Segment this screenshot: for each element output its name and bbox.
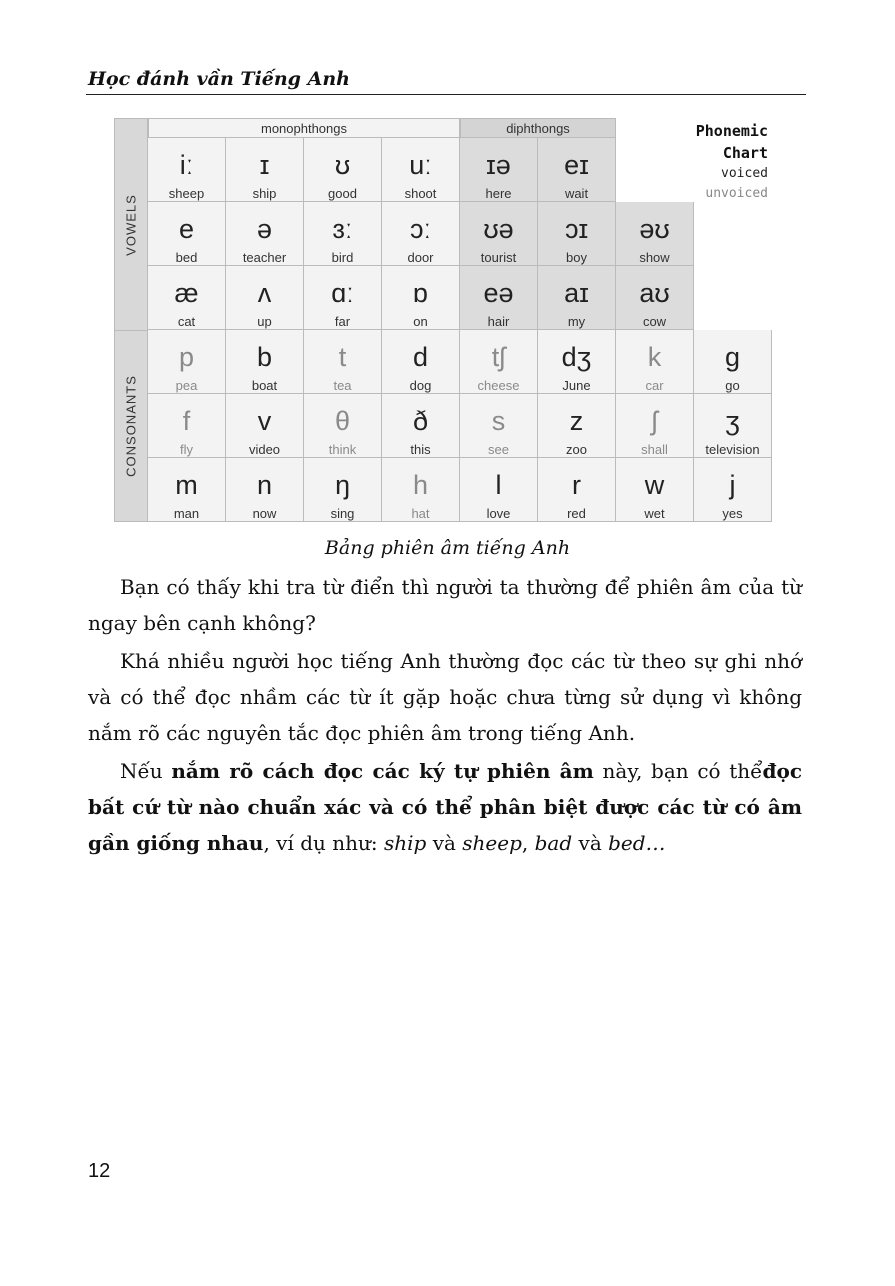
phoneme-symbol: ŋ [334,470,351,500]
phoneme-symbol: dʒ [561,342,592,372]
phoneme-cell [148,458,226,522]
example-word: show [639,250,670,265]
vowels-text: VOWELS [123,193,139,256]
phoneme-cell [616,394,694,458]
phoneme-cell [694,458,772,522]
italic-text: bad [534,831,573,855]
phoneme-symbol: z [569,406,584,436]
phoneme-cell [226,330,304,394]
phoneme-cell [148,202,226,266]
example-word: video [248,442,281,457]
text: , [521,831,535,855]
phoneme-symbol: ɔɪ [564,214,589,244]
phoneme-symbol: iː [179,150,194,180]
example-word: good [328,186,357,201]
phoneme-cell [304,202,382,266]
phoneme-symbol: h [412,470,429,500]
example-word: cow [642,314,667,329]
phoneme-cell [538,266,616,330]
phoneme-cell [460,266,538,330]
example-word: zoo [566,442,587,457]
phoneme-symbol: eə [483,278,514,308]
phoneme-cell [694,394,772,458]
phoneme-cell [304,458,382,522]
consonants-label [114,330,148,522]
phoneme-cell [226,138,304,202]
phoneme-symbol: g [724,342,741,372]
phoneme-symbol: e [178,214,195,244]
phoneme-symbol: f [182,406,191,436]
phoneme-symbol: əʊ [639,214,670,244]
paragraph [88,753,802,861]
example-word: fly [180,442,193,457]
phoneme-symbol: uː [409,150,432,180]
phoneme-cell [148,138,226,202]
phoneme-symbol: ʒ [725,406,740,436]
phoneme-symbol: ə [256,214,273,244]
example-word: red [567,506,586,521]
phoneme-cell [304,138,382,202]
phoneme-symbol: r [572,470,581,500]
example-word: sheep [168,186,205,201]
legend-unvoiced: unvoiced [705,186,768,201]
phoneme-cell [460,202,538,266]
example-word: love [486,506,511,521]
phoneme-symbol: w [644,470,665,500]
italic-text: bed… [608,831,666,855]
phoneme-cell [382,202,460,266]
example-word: teacher [242,250,287,265]
phoneme-cell [538,138,616,202]
example-word: television [705,442,760,457]
example-word: sing [330,506,355,521]
phoneme-symbol: ɜː [332,214,353,244]
monophthongs-header: monophthongs [148,118,460,138]
paragraph: Khá nhiều người học tiếng Anh thường đọc các từ theo sự ghi nhớ và có thể đọc nhầm các từ ít gặp hoặc chưa từng sử dụng vì không nắm rõ các nguyên tắc đọc phiên âm trong tiếng Anh. [88,649,802,745]
phoneme-symbol: ʌ [257,278,272,308]
phoneme-symbol: m [175,470,198,500]
example-word: yes [722,506,743,521]
phoneme-symbol: s [491,406,506,436]
example-word: up [257,314,272,329]
phoneme-symbol: ɒ [412,278,429,308]
chart-legend [696,120,768,204]
running-header: Học đánh vần Tiếng Anh [88,68,350,90]
text: Nếu [120,759,172,783]
vowels-label [114,118,148,331]
phoneme-cell [382,138,460,202]
phoneme-cell [304,266,382,330]
example-word: my [567,314,586,329]
phoneme-cell [148,394,226,458]
example-word: man [173,506,200,521]
phoneme-cell [538,394,616,458]
bold-text: đọc bất cứ từ nào chuẩn xác và có thể phân biệt được các từ có âm gần giống nhau [88,759,803,855]
example-word: door [407,250,434,265]
example-word: this [410,442,431,457]
phoneme-symbol: k [647,342,662,372]
phoneme-cell [304,394,382,458]
phoneme-symbol: b [256,342,273,372]
phoneme-symbol: ð [412,406,429,436]
phoneme-cell [616,266,694,330]
phoneme-symbol: ʃ [651,406,658,436]
phoneme-cell [148,330,226,394]
example-word: far [334,314,351,329]
legend-title: Phonemic [695,122,768,140]
phoneme-symbol: t [338,342,347,372]
text: này, bạn có thể [593,759,763,783]
phoneme-symbol: ɑː [331,278,354,308]
phoneme-symbol: aʊ [639,278,670,308]
phoneme-cell [616,330,694,394]
italic-text: sheep [462,831,522,855]
phoneme-cell [616,458,694,522]
phoneme-cell [148,266,226,330]
bold-text: nắm rõ cách đọc các ký tự phiên âm [171,759,594,783]
consonants-text: CONSONANTS [123,375,139,477]
example-word: think [328,442,357,457]
example-word: dog [409,378,432,393]
phoneme-symbol: ʊə [483,214,514,244]
phoneme-symbol: θ [334,406,351,436]
phoneme-symbol: æ [174,278,199,308]
example-word: cat [177,314,196,329]
legend-voiced: voiced [721,166,768,181]
phoneme-symbol: l [495,470,502,500]
example-word: June [562,378,591,393]
phoneme-cell [226,202,304,266]
example-word: cheese [477,378,520,393]
phoneme-cell [538,330,616,394]
phoneme-cell [304,330,382,394]
italic-text: ship [384,831,427,855]
legend-title: Chart [722,144,768,162]
phoneme-cell [382,458,460,522]
phoneme-symbol: p [178,342,195,372]
example-word: boy [566,250,587,265]
phoneme-symbol: tʃ [491,342,506,372]
phoneme-symbol: aɪ [564,278,589,308]
example-word: bird [331,250,354,265]
page-number: 12 [88,1160,111,1182]
example-word: tea [333,378,352,393]
text: , ví dụ như: [263,831,384,855]
phoneme-cell [226,458,304,522]
example-word: ship [252,186,277,201]
example-word: on [413,314,428,329]
phoneme-symbol: ɔː [409,214,431,244]
phoneme-cell [382,266,460,330]
phoneme-symbol: ɪ [259,150,270,180]
example-word: go [725,378,740,393]
example-word: shall [641,442,668,457]
phoneme-cell [538,458,616,522]
diphthongs-header: diphthongs [460,118,616,138]
phoneme-cell [226,394,304,458]
phoneme-cell [538,202,616,266]
phoneme-cell [460,394,538,458]
phoneme-symbol: j [729,470,736,500]
example-word: shoot [404,186,437,201]
phoneme-cell [460,458,538,522]
phoneme-cell [694,330,772,394]
phoneme-symbol: n [256,470,273,500]
phoneme-symbol: ʊ [334,150,351,180]
example-word: see [488,442,509,457]
phoneme-cell [382,394,460,458]
example-word: hat [411,506,430,521]
phonemic-chart [114,118,774,522]
phoneme-cell [460,330,538,394]
phoneme-cell [382,330,460,394]
text: và [426,831,463,855]
phoneme-symbol: eɪ [564,150,589,180]
phoneme-symbol: v [257,406,272,436]
phoneme-cell [460,138,538,202]
example-word: here [485,186,512,201]
example-word: pea [175,378,198,393]
example-word: bed [175,250,198,265]
header-rule [86,94,806,95]
paragraph: Bạn có thấy khi tra từ điển thì người ta thường để phiên âm của từ ngay bên cạnh không? [88,575,802,635]
phoneme-symbol: d [412,342,429,372]
text: và [572,831,609,855]
example-word: wet [644,506,665,521]
example-word: car [645,378,664,393]
phoneme-cell [226,266,304,330]
phoneme-cell [616,202,694,266]
example-word: hair [487,314,510,329]
example-word: tourist [480,250,517,265]
figure-caption: Bảng phiên âm tiếng Anh [324,537,571,559]
example-word: boat [251,378,278,393]
phoneme-symbol: ɪə [486,150,511,180]
example-word: wait [564,186,589,201]
example-word: now [252,506,277,521]
